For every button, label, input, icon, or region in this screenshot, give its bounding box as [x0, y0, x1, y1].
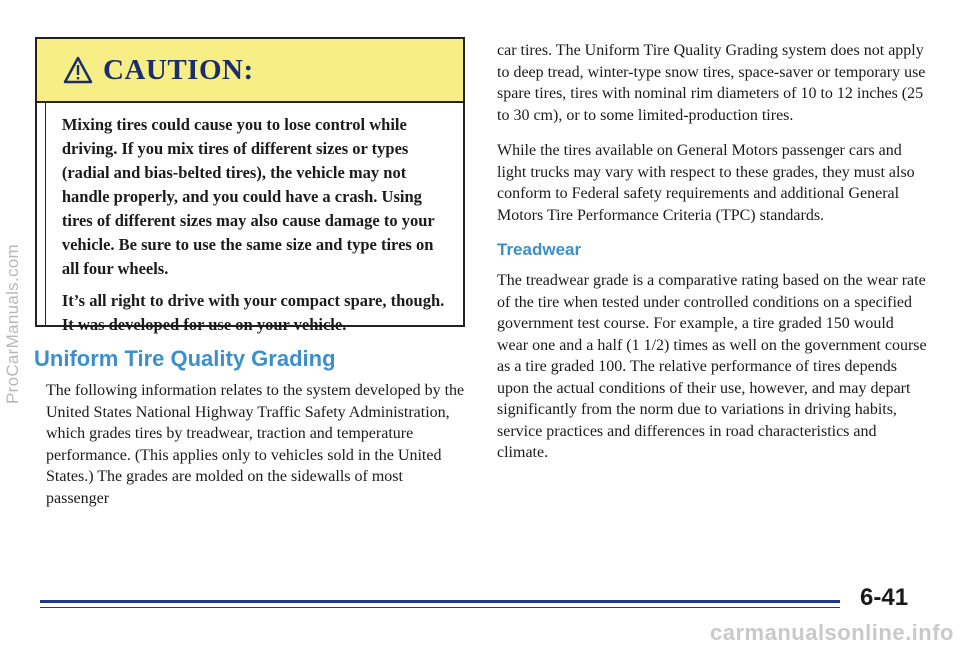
- caution-title: CAUTION:: [103, 53, 254, 86]
- footer-rule-thin: [40, 607, 840, 608]
- warning-triangle-icon: [63, 56, 93, 84]
- side-watermark-text: ProCarManuals.com: [3, 243, 23, 404]
- footer-rule-thick: [40, 600, 840, 603]
- page-number: 6-41: [860, 584, 909, 611]
- section-title: Uniform Tire Quality Grading: [34, 346, 336, 371]
- bottom-watermark: carmanualsonline.info: [710, 620, 954, 645]
- caution-header: [37, 39, 463, 103]
- treadwear-heading: Treadwear: [497, 240, 582, 259]
- caution-body: [37, 101, 463, 334]
- right-column: [497, 40, 927, 478]
- caution-text: [46, 101, 463, 334]
- right-paragraph-1: car tires. The Uniform Tire Quality Grading system does not apply to deep tread, winter-type snow tires, space-saver or temporary use spare tires, tires with nominal rim diameters of 10 to 12 inches (25 to 30 cm), or to some limited-production tires.: [497, 42, 926, 124]
- treadwear-paragraph: The treadwear grade is a comparative rating based on the wear rate of the tire when tested under controlled conditions on a specified government test course. For example, a tire graded 150 would wear one and a half (1 1/2) times as well on the government course as a tire graded 100. The relative performance of tires depends upon the actual conditions of their use, however, and may depart significantly from the norm due to variations in driving habits, service practices and differences in road characteristics and climate.: [497, 272, 927, 461]
- caution-paragraph-2: It’s all right to drive with your compact spare, though. It was developed for use on your vehicle.: [61, 291, 445, 334]
- section-paragraph: The following information relates to the system developed by the United States National Highway Traffic Safety Administration, which grades tires by treadwear, traction and temperature performance. (This applies only to vehicles sold in the United States.) The grades are molded on the sidewalls of most passenger: [46, 382, 465, 507]
- side-watermark: [2, 0, 24, 647]
- caution-box: [35, 37, 465, 334]
- caution-paragraph-1: Mixing tires could cause you to lose control while driving. If you mix tires of different sizes or types (radial and bias-belted tires), the vehicle may not handle properly, and you could have a crash. Using tires of different sizes may also cause damage to your vehicle. Be sure to use the same size and type tires on all four wheels.: [61, 115, 435, 278]
- right-paragraph-2: While the tires available on General Motors passenger cars and light trucks may vary with respect to these grades, they must also conform to Federal safety requirements and additional General Motors Tire Performance Criteria (TPC) standards.: [497, 142, 915, 224]
